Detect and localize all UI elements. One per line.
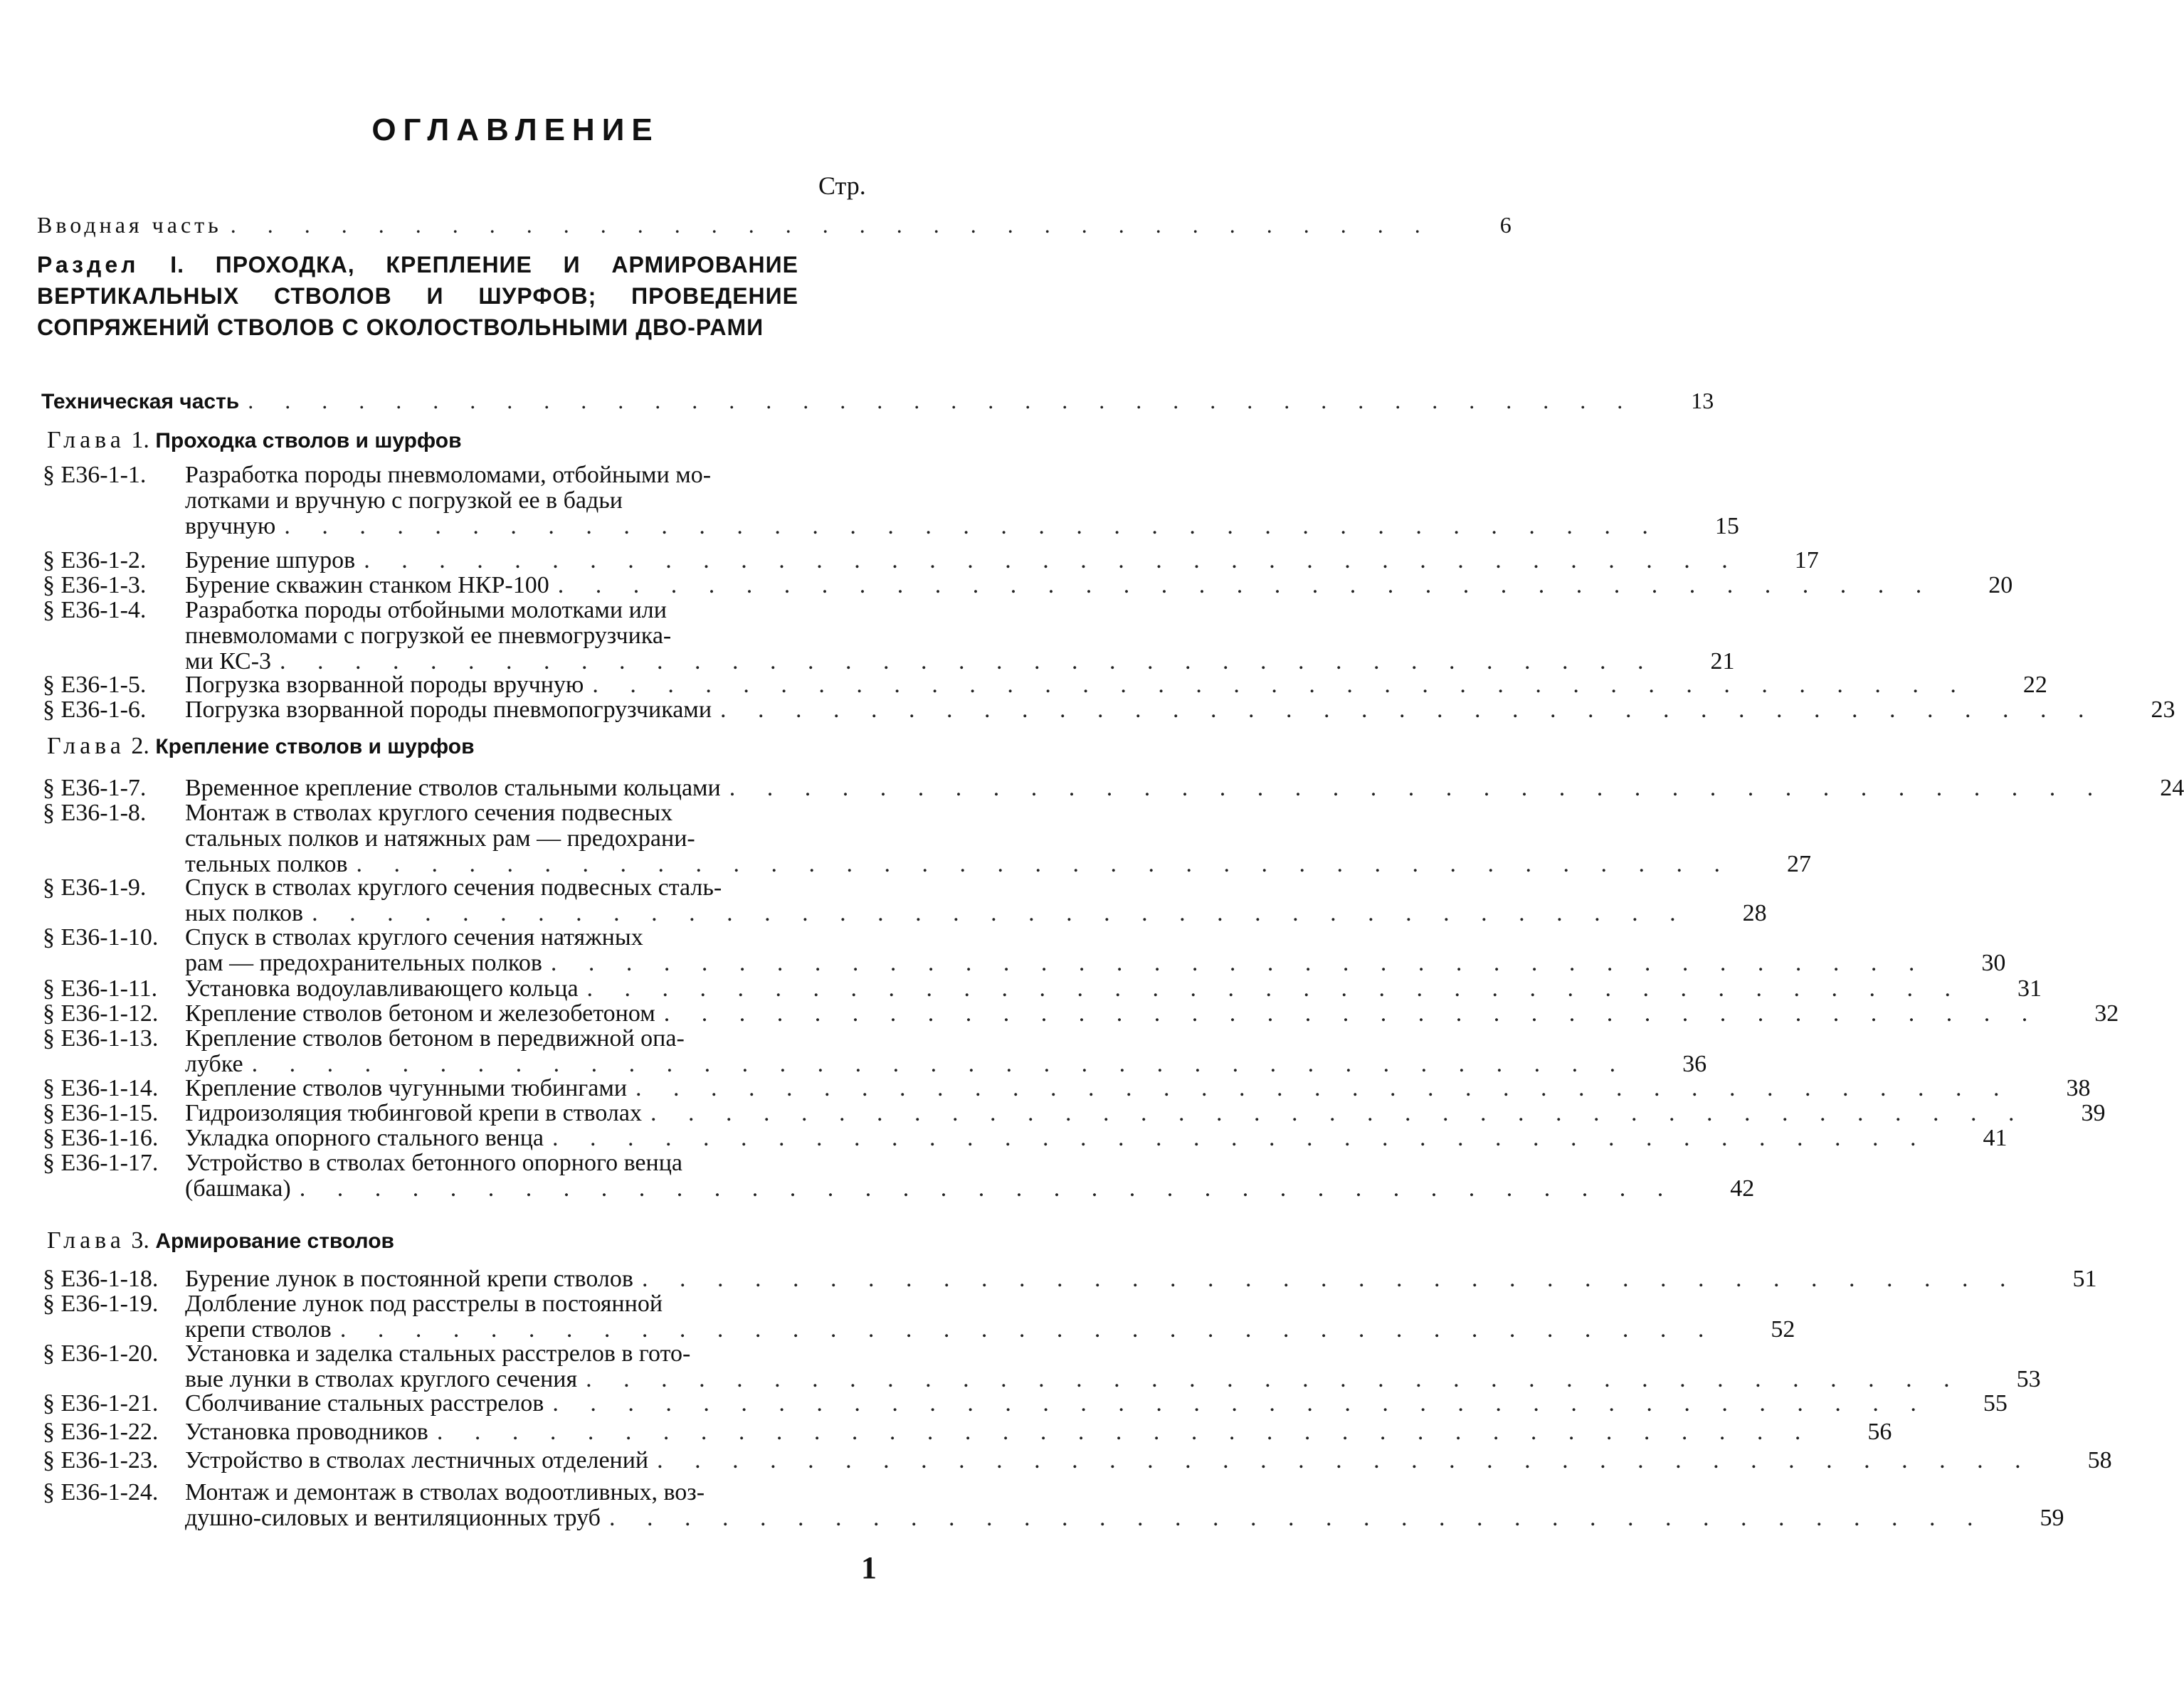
section-body	[185, 1391, 2008, 1417]
section-title-last-line	[185, 852, 1811, 877]
section-page: 24	[2160, 775, 2184, 801]
section-page: 31	[2017, 975, 2042, 1002]
toc-section-entry	[43, 975, 2042, 1002]
page-column-header: Стр.	[818, 171, 866, 200]
section-page: 56	[1867, 1419, 1892, 1445]
section-page: 51	[2072, 1266, 2097, 1292]
section-code: § Е36-1-22.	[43, 1419, 159, 1445]
section-page: 58	[2087, 1447, 2112, 1473]
section-code: § Е36-1-9.	[43, 874, 147, 901]
section-body	[185, 1076, 2091, 1101]
chapter-number: 1.	[131, 427, 149, 453]
section-page: 36	[1682, 1051, 1707, 1077]
section-title-last-line	[185, 1391, 2008, 1417]
section-body	[185, 1150, 1754, 1202]
section-page: 38	[2066, 1075, 2091, 1101]
dot-leader: . . . . . . . . . . . . . . . . . . . . . . . . . . . . . . . . . . . . .	[356, 851, 1734, 877]
dot-leader: . . . . . . . . . . . . . . . . . . . . . . . . . . . . . . . . . . . . .	[635, 1075, 2012, 1101]
section-code: § Е36-1-6.	[43, 697, 147, 723]
section-page: 41	[1983, 1125, 2008, 1151]
toc-section-entry	[43, 1266, 2097, 1292]
chapter-heading	[47, 1227, 394, 1254]
section-title-line: Временное крепление стволов стальными кольцами	[185, 775, 721, 801]
dot-leader: . . . . . . . . . . . . . . . . . . . . . . . . . . . . . . . . . . . . .	[729, 775, 2106, 801]
page-number: 1	[861, 1550, 877, 1585]
section-title-last-line	[185, 1266, 2096, 1292]
dot-leader: . . . . . . . . . . . . . . . . . . . . . . . . . . . . . . . . . . . . .	[284, 513, 1661, 539]
section-page: 42	[1730, 1175, 1755, 1202]
section-page: 52	[1771, 1316, 1795, 1343]
dot-leader: . . . . . . . . . . . . . . . . . . . . . . . . . . . . . . . . . . . . .	[299, 1175, 1677, 1202]
toc-section-entry	[43, 572, 2013, 598]
section-body	[185, 548, 1819, 573]
section-body	[185, 598, 1735, 674]
section-body	[185, 1001, 2119, 1027]
toc-section-entry	[43, 1075, 2091, 1101]
section-title-line: Монтаж и демонтаж в стволах водоотливных, воз-	[185, 1479, 705, 1505]
toc-section-entry	[43, 924, 2006, 976]
toc-section-entry	[43, 1291, 1795, 1343]
section-title-line: рам — предохранительных полков	[185, 950, 542, 976]
section-body	[185, 1126, 2008, 1151]
section-page: 30	[1981, 950, 2006, 976]
toc-entry-tech	[41, 388, 1714, 414]
toc-section-entry	[43, 1419, 1892, 1445]
toc-section-entry	[43, 1025, 1707, 1077]
toc-entry-intro	[37, 212, 1512, 238]
section-title-line: вручную	[185, 513, 276, 539]
dot-leader: . . . . . . . . . . . . . . . . . . . . . . . . . . . . . . . . .	[230, 212, 1433, 238]
section-page: 27	[1787, 851, 1812, 877]
section-title-line: Крепление стволов бетоном в передвижной опа-	[185, 1025, 685, 1052]
section-title-last-line	[185, 1419, 1892, 1445]
section-body	[185, 462, 1739, 539]
section-body	[185, 800, 1811, 877]
section-body	[185, 697, 2175, 723]
section-title-line: стальных полков и натяжных рам — предохрани-	[185, 825, 695, 852]
section-title-last-line	[185, 1317, 1795, 1343]
section-code: § Е36-1-14.	[43, 1075, 159, 1101]
section-title-line: Крепление стволов бетоном и железобетоном	[185, 1000, 655, 1027]
section-code: § Е36-1-1.	[43, 462, 147, 488]
section-title-line: Установка проводников	[185, 1419, 428, 1445]
section-page: 15	[1714, 513, 1739, 539]
section-title-line: Погрузка взорванной породы пневмопогрузчиками	[185, 697, 712, 723]
dot-leader: . . . . . . . . . . . . . . . . . . . . . . . . . . . . . . . . . . . . .	[608, 1505, 1986, 1531]
toc-section-entry	[43, 672, 2047, 698]
chapter-heading	[47, 733, 475, 760]
section-code: § Е36-1-16.	[43, 1125, 159, 1151]
section-code: § Е36-1-4.	[43, 597, 147, 623]
toc-section-entry	[43, 1100, 2106, 1126]
section-code: § Е36-1-13.	[43, 1025, 159, 1052]
section-body	[185, 573, 2012, 598]
toc-section-entry	[43, 775, 2184, 801]
section-body	[185, 1101, 2105, 1126]
part-title: I. ПРОХОДКА, КРЕПЛЕНИЕ И АРМИРОВАНИЕ ВЕРТИКАЛЬНЫХ СТВОЛОВ И ШУРФОВ; ПРОВЕДЕНИЕ СОПРЯЖЕНИЙ СТВОЛОВ С ОКОЛОСТВОЛЬНЫМИ ДВО-РАМИ	[37, 252, 799, 340]
section-title-line: вые лунки в стволах круглого сечения	[185, 1366, 578, 1392]
toc-section-entry	[43, 1390, 2008, 1417]
section-code: § Е36-1-19.	[43, 1291, 159, 1317]
tech-label: Техническая часть	[41, 390, 240, 413]
section-title-line: Бурение шпуров	[185, 547, 356, 573]
dot-leader: . . . . . . . . . . . . . . . . . . . . . . . . . . . . . . . . . . . . .	[280, 648, 1657, 674]
dot-leader: . . . . . . . . . . . . . . . . . . . . . . . . . . . . . . . . . . . . .	[364, 547, 1741, 573]
section-title-line: Укладка опорного стального венца	[185, 1125, 544, 1151]
section-title-line: Разработка породы отбойными молотками или	[185, 597, 667, 623]
section-body	[185, 1266, 2096, 1292]
section-title-line: Устройство в стволах бетонного опорного венца	[185, 1150, 683, 1176]
dot-leader: . . . . . . . . . . . . . . . . . . . . . . . . . . . . . . . . . . . . .	[720, 697, 2097, 723]
section-title-line: лубке	[185, 1051, 243, 1077]
section-title-line: Погрузка взорванной породы вручную	[185, 672, 584, 698]
dot-leader: . . . . . . . . . . . . . . . . . . . . . . . . . . . . . . . . . . . . .	[550, 950, 1928, 976]
section-body	[185, 1291, 1795, 1343]
section-body	[185, 976, 2042, 1002]
section-title-line: Устройство в стволах лестничных отделений	[185, 1447, 649, 1473]
section-title-last-line	[185, 1076, 2091, 1101]
section-code: § Е36-1-8.	[43, 800, 147, 826]
toc-section-entry	[43, 1340, 2041, 1392]
dot-leader: . . . . . . . . . . . . . . . . . . . . . . . . . . . . . . . . . . . . .	[436, 1419, 1814, 1445]
chapter-number: 2.	[131, 733, 149, 759]
toc-section-entry	[43, 597, 1735, 674]
section-page: 53	[2016, 1366, 2041, 1392]
section-title-line: Гидроизоляция тюбинговой крепи в стволах	[185, 1100, 642, 1126]
section-body	[185, 1341, 2041, 1392]
section-title-line: тельных полков	[185, 851, 348, 877]
dot-leader: . . . . . . . . . . . . . . . . . . . . . . . . . . . . . . . . . . . . .	[586, 975, 1964, 1002]
dot-leader: . . . . . . . . . . . . . . . . . . . . . . . . . . . . . . . . . . . . .	[650, 1100, 2027, 1126]
section-title-line: крепи стволов	[185, 1316, 332, 1343]
section-title-last-line	[185, 1505, 2064, 1531]
section-body	[185, 1419, 1892, 1445]
section-code: § Е36-1-18.	[43, 1266, 159, 1292]
toc-section-entry	[43, 697, 2175, 723]
part-label: Раздел	[37, 252, 139, 277]
section-page: 39	[2081, 1100, 2106, 1126]
chapter-number: 3.	[131, 1227, 149, 1254]
section-title-last-line	[185, 672, 2047, 698]
section-code: § Е36-1-5.	[43, 672, 147, 698]
section-code: § Е36-1-24.	[43, 1479, 159, 1505]
section-title-last-line	[185, 1052, 1706, 1077]
section-code: § Е36-1-21.	[43, 1390, 159, 1417]
intro-label: Вводная часть	[37, 212, 222, 238]
section-title-line: душно-силовых и вентиляционных труб	[185, 1505, 601, 1531]
dot-leader: . . . . . . . . . . . . . . . . . . . . . . . . . . . . . . . . . . . . .	[251, 1051, 1629, 1077]
section-page: 28	[1742, 900, 1767, 926]
section-code: § Е36-1-20.	[43, 1340, 159, 1367]
section-page: 20	[1988, 572, 2013, 598]
chapter-label: Глава	[47, 733, 125, 759]
section-title-last-line	[185, 514, 1739, 539]
toc-section-entry	[43, 1447, 2112, 1473]
chapter-label: Глава	[47, 427, 125, 453]
section-title-last-line	[185, 573, 2012, 598]
page-title: ОГЛАВЛЕНИЕ	[371, 112, 660, 147]
tech-page: 13	[1691, 388, 1714, 413]
section-page: 55	[1983, 1390, 2008, 1417]
section-code: § Е36-1-7.	[43, 775, 147, 801]
dot-leader: . . . . . . . . . . . . . . . . . . . . . . . . . . . . . . . . . . . . . .	[248, 388, 1636, 413]
toc-section-entry	[43, 1150, 1755, 1202]
section-code: § Е36-1-11.	[43, 975, 158, 1002]
dot-leader: . . . . . . . . . . . . . . . . . . . . . . . . . . . . . . . . . . . . .	[663, 1000, 2041, 1027]
section-title-line: Установка и заделка стальных расстрелов в гото-	[185, 1340, 691, 1367]
section-code: § Е36-1-2.	[43, 547, 147, 573]
section-title-line: ми КС-3	[185, 648, 272, 674]
toc-section-entry	[43, 462, 1739, 539]
section-body	[185, 776, 2184, 801]
section-page: 59	[2040, 1505, 2064, 1531]
section-code: § Е36-1-3.	[43, 572, 147, 598]
toc-section-entry	[43, 547, 1819, 573]
section-title-line: Крепление стволов чугунными тюбингами	[185, 1075, 628, 1101]
dot-leader: . . . . . . . . . . . . . . . . . . . . . . . . . . . . . . . . . . . . .	[641, 1266, 2019, 1292]
dot-leader: . . . . . . . . . . . . . . . . . . . . . . . . . . . . . . . . . . . . .	[552, 1125, 1929, 1151]
dot-leader: . . . . . . . . . . . . . . . . . . . . . . . . . . . . . . . . . . . . .	[312, 900, 1689, 926]
section-title-line: лотками и вручную с погрузкой ее в бадьи	[185, 487, 623, 514]
section-body	[185, 1448, 2112, 1473]
section-code: § Е36-1-17.	[43, 1150, 159, 1176]
chapter-name: Проходка стволов и шурфов	[155, 429, 462, 452]
section-title-last-line	[185, 1448, 2112, 1473]
section-title-last-line	[185, 697, 2175, 723]
section-title-last-line	[185, 548, 1819, 573]
section-title-line: Сболчивание стальных расстрелов	[185, 1390, 544, 1417]
section-body	[185, 672, 2047, 698]
section-body	[185, 875, 1767, 926]
toc-section-entry	[43, 1479, 2064, 1531]
section-title-line: ных полков	[185, 900, 304, 926]
dot-leader: . . . . . . . . . . . . . . . . . . . . . . . . . . . . . . . . . . . . .	[592, 672, 1969, 698]
section-title-last-line	[185, 649, 1735, 674]
toc-section-entry	[43, 874, 1767, 926]
section-title-last-line	[185, 1101, 2105, 1126]
chapter-heading	[47, 427, 462, 454]
section-title-line: Спуск в стволах круглого сечения подвесных сталь-	[185, 874, 722, 901]
chapter-name: Армирование стволов	[155, 1229, 394, 1253]
chapter-name: Крепление стволов и шурфов	[155, 735, 475, 758]
section-title-line: пневмоломами с погрузкой ее пневмогрузчика-	[185, 623, 672, 649]
section-code: § Е36-1-12.	[43, 1000, 159, 1027]
section-code: § Е36-1-23.	[43, 1447, 159, 1473]
section-page: 23	[2151, 697, 2175, 723]
section-title-last-line	[185, 776, 2184, 801]
toc-section-entry	[43, 1125, 2008, 1151]
dot-leader: . . . . . . . . . . . . . . . . . . . . . . . . . . . . . . . . . . . . .	[552, 1390, 1929, 1417]
section-page: 17	[1794, 547, 1819, 573]
section-page: 32	[2094, 1000, 2119, 1027]
dot-leader: . . . . . . . . . . . . . . . . . . . . . . . . . . . . . . . . . . . . .	[339, 1316, 1717, 1343]
section-title-last-line	[185, 951, 2005, 976]
section-title-line: Бурение скважин станком НКР-100	[185, 572, 549, 598]
section-title-line: (башмака)	[185, 1175, 291, 1202]
section-title-line: Долбление лунок под расстрелы в постоянной	[185, 1291, 663, 1317]
section-code: § Е36-1-10.	[43, 924, 159, 951]
dot-leader: . . . . . . . . . . . . . . . . . . . . . . . . . . . . . . . . . . . . .	[657, 1447, 2034, 1473]
chapter-label: Глава	[47, 1227, 125, 1254]
section-body	[185, 1480, 2064, 1531]
dot-leader: . . . . . . . . . . . . . . . . . . . . . . . . . . . . . . . . . . . . .	[557, 572, 1935, 598]
section-title-last-line	[185, 901, 1767, 926]
section-page: 21	[1710, 648, 1735, 674]
intro-page: 6	[1499, 212, 1512, 238]
toc-section-entry	[43, 1000, 2119, 1027]
section-title-line: Бурение лунок в постоянной крепи стволов	[185, 1266, 633, 1292]
section-title-line: Установка водоулавливающего кольца	[185, 975, 579, 1002]
section-title-last-line	[185, 1176, 1754, 1202]
section-title-line: Монтаж в стволах круглого сечения подвесных	[185, 800, 673, 826]
section-body	[185, 1026, 1706, 1077]
toc-section-entry	[43, 800, 1812, 877]
section-title-last-line	[185, 1126, 2008, 1151]
section-title-last-line	[185, 1001, 2119, 1027]
section-title-last-line	[185, 976, 2042, 1002]
section-page: 22	[2022, 672, 2047, 698]
section-body	[185, 925, 2005, 976]
section-title-line: Разработка породы пневмоломами, отбойными мо-	[185, 462, 712, 488]
section-title-line: Спуск в стволах круглого сечения натяжных	[185, 924, 643, 951]
part-heading	[37, 249, 798, 343]
section-title-last-line	[185, 1367, 2041, 1392]
dot-leader: . . . . . . . . . . . . . . . . . . . . . . . . . . . . . . . . . . . . .	[586, 1366, 1963, 1392]
section-code: § Е36-1-15.	[43, 1100, 159, 1126]
